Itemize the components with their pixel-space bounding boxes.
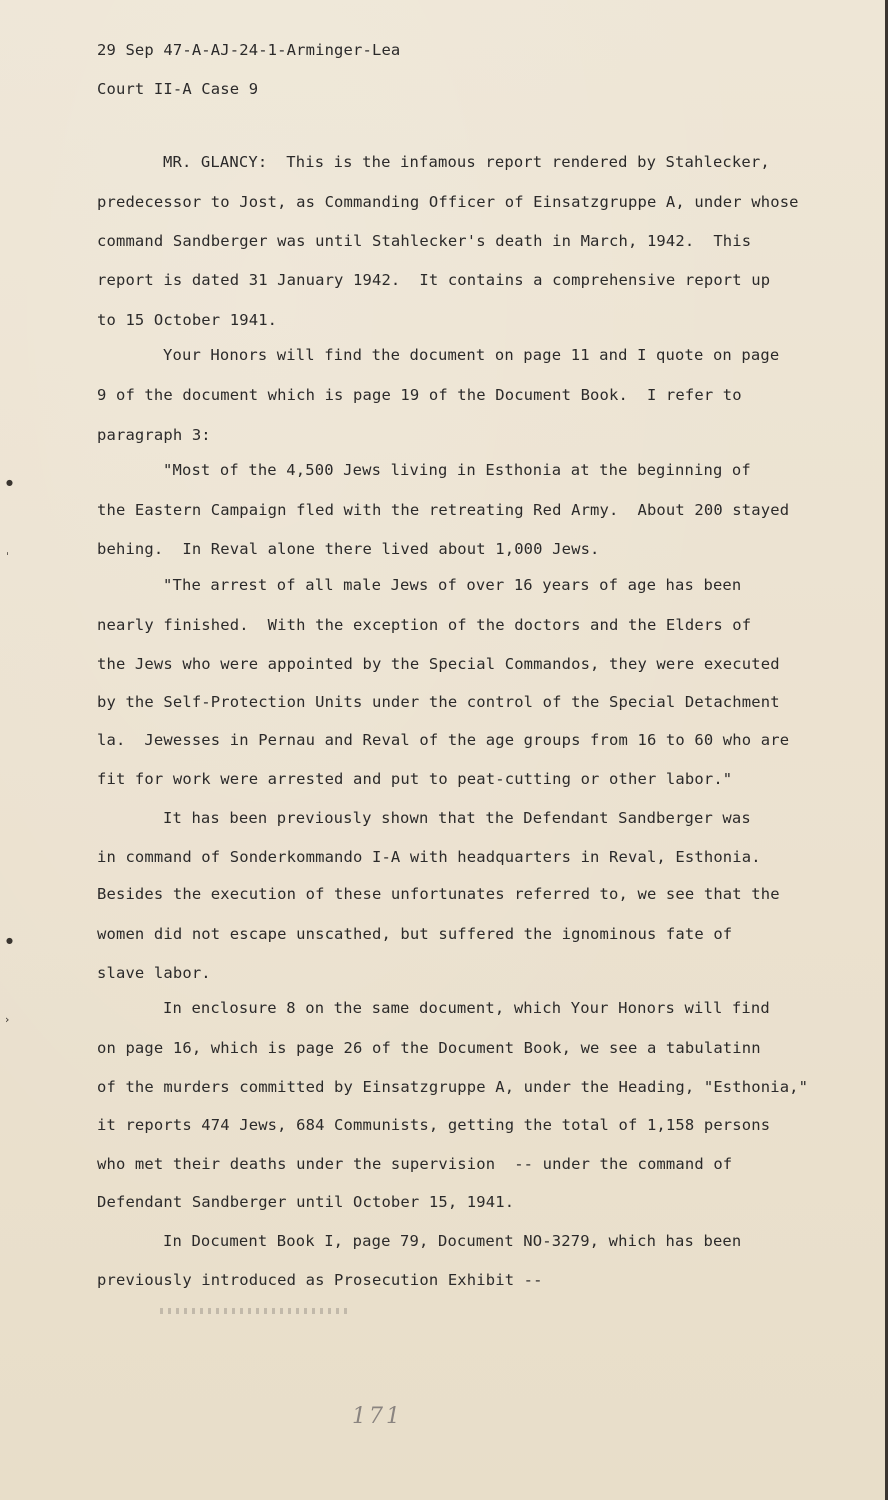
text-line: women did not escape unscathed, but suffered the ignominous fate of: [97, 925, 733, 943]
quote-line: "The arrest of all male Jews of over 16 years of age has been: [163, 576, 742, 594]
faint-smudge: [160, 1308, 350, 1314]
quote-line: "Most of the 4,500 Jews living in Esthonia at the beginning of: [163, 461, 751, 479]
text-line: to 15 October 1941.: [97, 311, 278, 329]
margin-tick-mark: ˈ: [6, 550, 10, 563]
quote-line: by the Self-Protection Units under the control of the Special Detachment: [97, 693, 780, 711]
quote-line: fit for work were arrested and put to peat-cutting or other labor.": [97, 770, 733, 788]
margin-dot-mark: ●: [6, 936, 13, 945]
text-line: predecessor to Jost, as Commanding Officer of Einsatzgruppe A, under whose: [97, 193, 799, 211]
margin-tick-mark: ›: [5, 1013, 10, 1026]
court-case-line: Court II-A Case 9: [97, 80, 259, 98]
quote-line: nearly finished. With the exception of the doctors and the Elders of: [97, 616, 752, 634]
text-line: MR. GLANCY: This is the infamous report rendered by Stahlecker,: [163, 153, 770, 171]
text-line: slave labor.: [97, 964, 211, 982]
quote-line: la. Jewesses in Pernau and Reval of the age groups from 16 to 60 who are: [97, 731, 790, 749]
quote-line: the Jews who were appointed by the Special Commandos, they were executed: [97, 655, 780, 673]
text-line: Your Honors will find the document on page 11 and I quote on page: [163, 346, 780, 364]
text-line: on page 16, which is page 26 of the Document Book, we see a tabulatinn: [97, 1039, 761, 1057]
quote-line: the Eastern Campaign fled with the retreating Red Army. About 200 stayed: [97, 501, 790, 519]
text-line: previously introduced as Prosecution Exhibit --: [97, 1271, 543, 1289]
text-line: In enclosure 8 on the same document, which Your Honors will find: [163, 999, 770, 1017]
quote-line: behing. In Reval alone there lived about 1,000 Jews.: [97, 540, 600, 558]
text-line: report is dated 31 January 1942. It contains a comprehensive report up: [97, 271, 771, 289]
text-line: who met their deaths under the supervision -- under the command of: [97, 1155, 733, 1173]
text-line: it reports 474 Jews, 684 Communists, getting the total of 1,158 persons: [97, 1116, 771, 1134]
text-line: Defendant Sandberger until October 15, 1941.: [97, 1193, 515, 1211]
text-line: of the murders committed by Einsatzgruppe A, under the Heading, "Esthonia,": [97, 1078, 809, 1096]
page-number: 171: [352, 1404, 403, 1429]
text-line: in command of Sonderkommando I-A with headquarters in Reval, Esthonia.: [97, 848, 761, 866]
text-line: 9 of the document which is page 19 of the Document Book. I refer to: [97, 386, 742, 404]
margin-dot-mark: ●: [6, 478, 13, 487]
reference-line: 29 Sep 47-A-AJ-24-1-Arminger-Lea: [97, 41, 401, 59]
text-line: Besides the execution of these unfortunates referred to, we see that the: [97, 885, 780, 903]
text-line: In Document Book I, page 79, Document NO-3279, which has been: [163, 1232, 742, 1250]
text-line: command Sandberger was until Stahlecker's death in March, 1942. This: [97, 232, 752, 250]
text-line: paragraph 3:: [97, 426, 211, 444]
text-line: It has been previously shown that the Defendant Sandberger was: [163, 809, 751, 827]
